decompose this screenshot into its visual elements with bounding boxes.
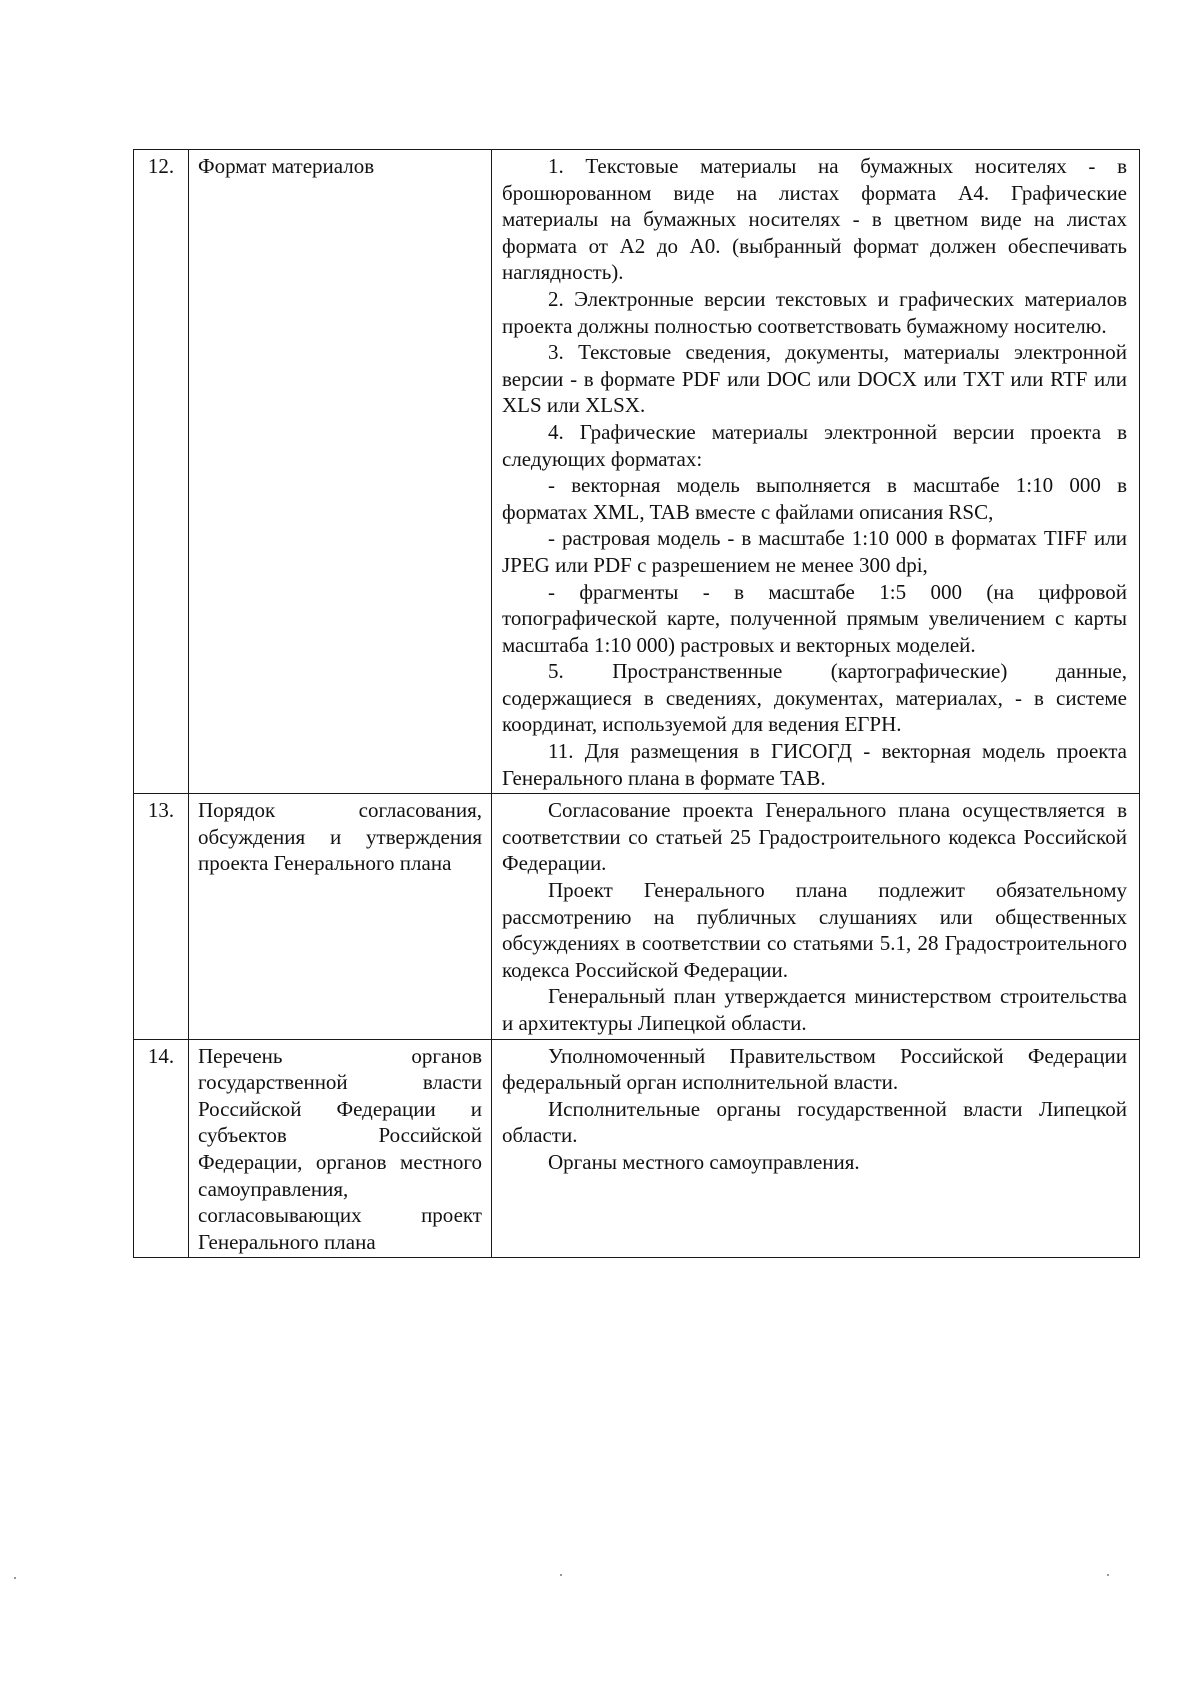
scan-speck — [1107, 1574, 1109, 1576]
scan-speck — [14, 1577, 16, 1579]
content-paragraph: 5. Пространственные (картографические) данные, содержащиеся в сведениях, документах, материалах, - в системе координат, используемой для ведения ЕГРН. — [502, 659, 1127, 737]
content-paragraph: Генеральный план утверждается министерством строительства и архитектуры Липецкой области. — [502, 984, 1127, 1035]
row-content — [492, 1039, 1140, 1258]
row-content — [492, 794, 1140, 1039]
content-paragraph: Проект Генерального плана подлежит обязательному рассмотрению на публичных слушаниях или общественных обсуждениях в соответствии со статьями 5.1, 28 Градостроительного кодекса Российской Федерации. — [502, 878, 1127, 982]
content-paragraph: - векторная модель выполняется в масштабе 1:10 000 в форматах XML, TAB вместе с файлами описания RSC, — [502, 473, 1127, 524]
content-paragraph: Органы местного самоуправления. — [548, 1149, 860, 1174]
row-subject — [189, 1039, 492, 1258]
requirements-table — [133, 149, 1140, 1258]
scan-speck — [560, 1574, 562, 1576]
content-paragraph: 2. Электронные версии текстовых и графических материалов проекта должны полностью соответствовать бумажному носителю. — [502, 286, 1127, 338]
row-number: 13. — [134, 794, 189, 1039]
row-subject-text: Порядок согласования, обсуждения и утверждения проекта Генерального плана — [198, 798, 482, 876]
table-row-14 — [134, 1039, 1140, 1258]
content-paragraph: Исполнительные органы государственной власти Липецкой области. — [502, 1096, 1127, 1148]
content-paragraph: 4. Графические материалы электронной версии проекта в следующих форматах: — [502, 419, 1127, 471]
row-subject-text: Перечень органов государственной власти Российской Федерации и субъектов Российской Федерации, органов местного самоуправления, согласовывающих проект Генерального плана — [198, 1043, 482, 1254]
content-paragraph: Согласование проекта Генерального плана осуществляется в соответствии со статьей 25 Градостроительного кодекса Российской Федерации. — [502, 798, 1127, 876]
content-paragraph: Уполномоченный Правительством Российской Федерации федеральный орган исполнительной власти. — [502, 1043, 1127, 1095]
row-subject — [189, 794, 492, 1039]
row-content — [492, 150, 1140, 794]
content-paragraph: - фрагменты - в масштабе 1:5 000 (на цифровой топографической карте, полученной прямым увеличением с карты масштаба 1:10 000) растровых и векторных моделей. — [502, 579, 1127, 657]
content-paragraph: 11. Для размещения в ГИСОГД - векторная модель проекта Генерального плана в формате TAB. — [502, 739, 1127, 790]
row-number: 12. — [134, 150, 189, 794]
table-row-12 — [134, 150, 1140, 794]
row-subject-text: Формат материалов — [198, 154, 375, 178]
table-row-13 — [134, 794, 1140, 1039]
content-paragraph: 3. Текстовые сведения, документы, материалы электронной версии - в формате PDF или DOC или DOCX или TXT или RTF или XLS или XLSX. — [502, 340, 1127, 418]
row-subject — [189, 150, 492, 794]
content-paragraph: - растровая модель - в масштабе 1:10 000 в форматах TIFF или JPEG или PDF с разрешением не менее 300 dpi, — [502, 526, 1127, 577]
row-number: 14. — [134, 1039, 189, 1258]
content-paragraph: 1. Текстовые материалы на бумажных носителях - в брошюрованном виде на листах формата А4. Графические материалы на бумажных носителях - в цветном виде на листах формата от А2 до А0. (выбранный формат должен обеспечивать наглядность). — [502, 154, 1127, 285]
